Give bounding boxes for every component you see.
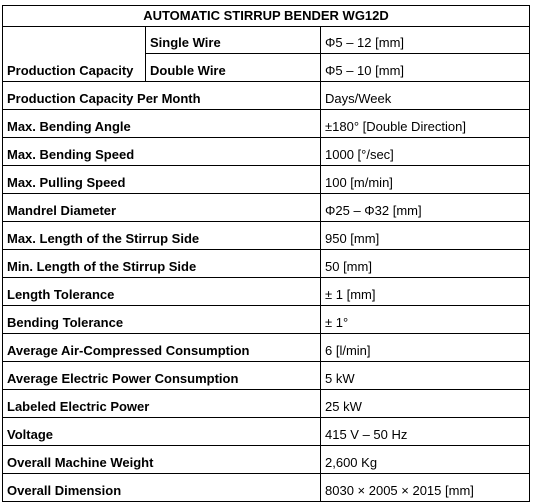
title-row xyxy=(3,6,530,27)
row-value: 950 [mm] xyxy=(321,222,530,250)
row-label: Max. Pulling Speed xyxy=(3,166,321,194)
row-value: 1000 [°/sec] xyxy=(321,138,530,166)
row-label: Average Air-Compressed Consumption xyxy=(3,334,321,362)
row-value: 5 kW xyxy=(321,362,530,390)
row-value: Φ25 – Φ32 [mm] xyxy=(321,194,530,222)
row-label: Min. Length of the Stirrup Side xyxy=(3,250,321,278)
table-row xyxy=(3,446,530,474)
table-row xyxy=(3,222,530,250)
row-label: Production Capacity xyxy=(3,27,146,82)
table-row xyxy=(3,418,530,446)
table-row xyxy=(3,390,530,418)
row-sublabel: Double Wire xyxy=(146,54,321,82)
table-row xyxy=(3,27,530,54)
row-value: ± 1° xyxy=(321,306,530,334)
row-value: ± 1 [mm] xyxy=(321,278,530,306)
table-row xyxy=(3,306,530,334)
table-title: AUTOMATIC STIRRUP BENDER WG12D xyxy=(3,6,530,27)
table-row xyxy=(3,334,530,362)
row-label: Overall Machine Weight xyxy=(3,446,321,474)
row-value: 2,600 Kg xyxy=(321,446,530,474)
table-row xyxy=(3,166,530,194)
row-value: Φ5 – 10 [mm] xyxy=(321,54,530,82)
row-label: Max. Bending Angle xyxy=(3,110,321,138)
row-label: Mandrel Diameter xyxy=(3,194,321,222)
row-value: 415 V – 50 Hz xyxy=(321,418,530,446)
spec-table xyxy=(2,5,530,502)
row-value: 50 [mm] xyxy=(321,250,530,278)
row-label: Overall Dimension xyxy=(3,474,321,502)
row-label: Average Electric Power Consumption xyxy=(3,362,321,390)
table-row xyxy=(3,194,530,222)
row-label: Length Tolerance xyxy=(3,278,321,306)
row-value: Days/Week xyxy=(321,82,530,110)
row-sublabel: Single Wire xyxy=(146,27,321,54)
row-label: Max. Bending Speed xyxy=(3,138,321,166)
table-row xyxy=(3,362,530,390)
row-value: 100 [m/min] xyxy=(321,166,530,194)
table-row xyxy=(3,250,530,278)
row-label: Bending Tolerance xyxy=(3,306,321,334)
row-label: Labeled Electric Power xyxy=(3,390,321,418)
table-row xyxy=(3,82,530,110)
row-value: 25 kW xyxy=(321,390,530,418)
row-value: ±180° [Double Direction] xyxy=(321,110,530,138)
table-row xyxy=(3,110,530,138)
row-value: Φ5 – 12 [mm] xyxy=(321,27,530,54)
table-row xyxy=(3,474,530,502)
table-row xyxy=(3,278,530,306)
row-value: 6 [l/min] xyxy=(321,334,530,362)
row-value: 8030 × 2005 × 2015 [mm] xyxy=(321,474,530,502)
row-label: Max. Length of the Stirrup Side xyxy=(3,222,321,250)
row-label: Voltage xyxy=(3,418,321,446)
row-label: Production Capacity Per Month xyxy=(3,82,321,110)
table-row xyxy=(3,138,530,166)
